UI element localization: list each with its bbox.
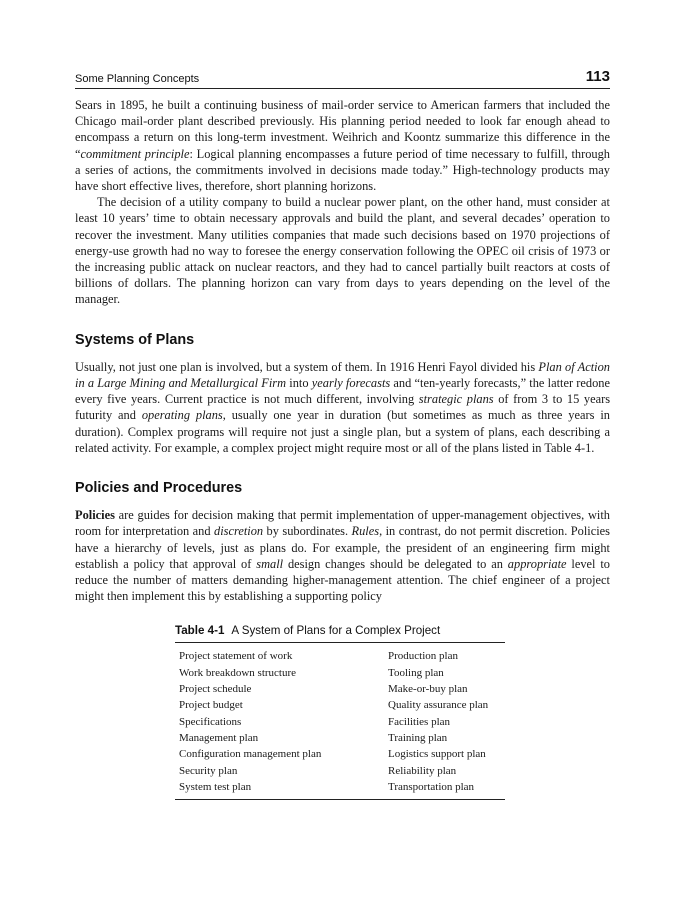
table-cell-right: Reliability plan <box>388 764 457 777</box>
plans-table <box>175 643 505 800</box>
table-cell-right: Make-or-buy plan <box>388 683 468 696</box>
text-run: , in contrast, do not permit discretion. Policies have a hierarchy of levels, just as plans do. For example, the president of an engineering firm might establish a policy that approval of <box>75 524 610 571</box>
emphasis-text: Plan of Action in a Large Mining and Metallurgical Firm <box>75 359 611 391</box>
table-row <box>175 714 505 730</box>
table-cell-left: Work breakdown structure <box>179 666 297 679</box>
table-cell-left: Security plan <box>179 764 238 777</box>
header-rule <box>75 88 610 89</box>
table-row <box>175 746 505 762</box>
text-run: and “ten-yearly forecasts,” the latter redone every five years. Current practice is not much different, involving <box>75 376 610 407</box>
page-number: 113 <box>585 68 610 85</box>
table-cell-right: Transportation plan <box>388 780 475 793</box>
table-row <box>175 643 505 664</box>
table-cell-right: Quality assurance plan <box>388 699 489 712</box>
paragraph-policies <box>75 507 610 604</box>
table-row <box>175 681 505 697</box>
text-run: are guides for decision making that permit implementation of upper-management objectives, with room for interpretation and <box>75 508 610 539</box>
emphasis-text: small <box>256 556 284 571</box>
table-cell-right: Production plan <box>388 650 458 663</box>
table-cell-left: Project schedule <box>179 683 252 696</box>
emphasis-text: yearly forecasts <box>311 376 391 391</box>
table-cell-left: Management plan <box>179 731 259 744</box>
section-heading-systems: Systems of Plans <box>75 331 195 348</box>
table-title: A System of Plans for a Complex Project <box>231 624 441 638</box>
table-cell-left: Project statement of work <box>179 650 293 663</box>
emphasis-text: Rules <box>351 524 380 539</box>
table-cell-right: Tooling plan <box>388 666 444 679</box>
book-page <box>75 68 610 800</box>
running-title: Some Planning Concepts <box>75 73 200 85</box>
paragraph-systems <box>75 359 610 456</box>
emphasis-text: operating plans <box>141 408 223 423</box>
emphasis-text: strategic plans <box>418 392 494 407</box>
table-row <box>175 730 505 746</box>
running-header <box>75 68 610 88</box>
table-row <box>175 665 505 681</box>
table-row <box>175 763 505 779</box>
emphasis-text: commitment principle <box>80 146 190 161</box>
table-cell-right: Training plan <box>388 731 448 744</box>
table-cell-left: Configuration management plan <box>179 748 322 761</box>
table-number: Table 4-1 <box>175 624 225 638</box>
table-cell-left: Project budget <box>179 699 243 712</box>
text-run: of from 3 to 15 years futurity and <box>75 392 611 423</box>
emphasis-text: appropriate <box>507 556 567 571</box>
body-text <box>75 97 610 604</box>
text-run: design changes should be delegated to an <box>283 556 508 571</box>
table-cell-left: Specifications <box>179 715 242 728</box>
paragraph-intro-2: The decision of a utility company to build a nuclear power plant, on the other hand, must consider at least 10 years’ time to obtain necessary approvals and build the plant, and several decades’ operation to recover the investment. Many utilities companies that made such decisions based on 1970 projections of energy-use growth had no way to foresee the energy conservation following the OPEC oil crisis of 1973 or the increasing public attack on nuclear reactors, and they had to cancel partially built reactors at costs of billions of dollars. The planning horizon can vary from days to years depending on the level of the manager. <box>75 195 610 307</box>
plans-table-body <box>175 643 505 799</box>
table-caption <box>175 624 505 643</box>
table-row <box>175 779 505 800</box>
text-run: by subordinates. <box>263 524 352 539</box>
bold-term: Policies <box>75 508 115 523</box>
table-cell-right: Logistics support plan <box>388 748 486 761</box>
text-run: : Logical planning encompasses a future period of time necessary to fulfill, through a series of actions, the commitments involved in decisions made today.” High-technology products may have short effective lives, therefore, short planning horizons. <box>75 146 610 194</box>
emphasis-text: discretion <box>214 524 264 539</box>
text-run: into <box>286 376 312 391</box>
paragraph-intro-1 <box>75 97 610 194</box>
text-run: Usually, not just one plan is involved, but a system of them. In 1916 Henri Fayol divided his <box>75 359 539 374</box>
table-row <box>175 697 505 713</box>
section-heading-policies: Policies and Procedures <box>75 480 243 497</box>
table-cell-right: Facilities plan <box>388 715 451 728</box>
text-run: level to reduce the number of matters demanding higher-management attention. The chief engineer of a project might then implement this by establishing a supporting policy <box>75 556 610 604</box>
text-run: Sears in 1895, he built a continuing business of mail-order service to American farmers that included the Chicago mail-order plant described previously. His planning period needed to look far enough ahead to encompass a return on this long-term investment. Weihrich and Koontz summarize this difference in the “ <box>75 98 610 161</box>
table-4-1 <box>175 624 505 800</box>
text-run: , usually one year in duration (but sometimes as much as three years in duration). Complex programs will require not just a single plan, but a system of plans, each describing a related activity. For example, a complex project might require most or all of the plans listed in Table 4-1. <box>75 408 610 455</box>
table-cell-left: System test plan <box>179 780 252 793</box>
